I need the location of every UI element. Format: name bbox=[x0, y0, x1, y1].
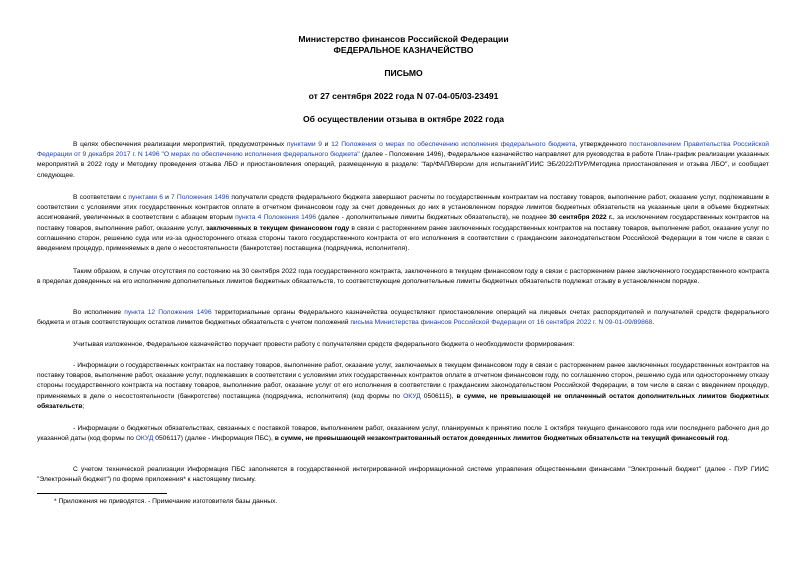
link-regulation-point-12b[interactable]: пункта 12 Положения 1496 bbox=[124, 309, 212, 316]
paragraph-6 bbox=[37, 361, 769, 412]
link-government-decree-1496[interactable]: постановлением Правительства Российской Федерации от 9 декабря 2017 г. N 1496 "О мерах по обеспечению исполнения федерального бюджета" bbox=[37, 141, 770, 159]
document-type: ПИСЬМО bbox=[384, 68, 423, 78]
link-minfin-letter[interactable]: письма Министерства финансов Российской Федерации от 16 сентября 2022 г. N 09-01-09/89868 bbox=[350, 319, 653, 327]
paragraph-8 bbox=[37, 465, 769, 485]
text: В целях обеспечения реализации мероприятий, предусмотренных bbox=[73, 141, 287, 148]
footnote: * Приложения не приводятся. - Примечание изготовителя базы данных. bbox=[54, 498, 278, 505]
ministry-name: Министерство финансов Российской Федерации bbox=[298, 34, 509, 44]
text: , утвержденного bbox=[575, 141, 630, 148]
link-regulation-point-4[interactable]: пункта 4 Положения 1496 bbox=[235, 214, 316, 222]
text: С учетом технической реализации Информация ПБС заполняется в государственной интегрированной информационной системе управления общественными финансами "Электронный бюджет" (далее - ПУР ГИИС "Электронный бюджет") по форме приложения* к настоящему письму. bbox=[37, 466, 769, 484]
link-regulation-point-7[interactable]: 7 Положения 1496 bbox=[171, 194, 230, 201]
text: . bbox=[727, 435, 730, 443]
text: В соответствии с bbox=[73, 194, 129, 201]
paragraph-7 bbox=[37, 424, 769, 444]
text: Во исполнение bbox=[73, 309, 125, 316]
link-okud-2[interactable]: ОКУД bbox=[135, 435, 154, 443]
paragraph-3 bbox=[37, 267, 769, 287]
document-reference: от 27 сентября 2022 года N 07-04-05/03-23491 bbox=[308, 91, 499, 101]
text: (далее - Положение 1496), Федеральное казначейство направляет для руководства в работе План-график реализации указанных мероприятий в 2022 году и Методику проведения отзыва ЛБО и приостановления операций, размещенную в разделе: "fap/ФАП/Версии для испытаний/ГИИС ЭБ/2022/ПУР/Методика приостановления и отзыва ЛБО", и сообщает следующее. bbox=[37, 151, 769, 179]
bold-uncontracted-limit: в сумме, не превышающей незаконтрактованный остаток доведенных лимитов бюджетных обязательств на текущий финансовый год bbox=[274, 435, 728, 443]
text: (далее - дополнительные лимиты бюджетных обязательств), не позднее bbox=[315, 214, 550, 222]
text: получатели средств федерального бюджета завершают расчеты по государственным контрактам на поставку товаров, выполнение работ, оказание услуг, подлежавшим в соответствии с условиями этих государственных контрактов оплате в отчетном финансовом году за счет доведенных до них в установленном порядке лимитов бюджетных обязательств на указанные цели в объеме бюджетных ассигнований, увеличенных в соответствии с абзацем вторым bbox=[37, 194, 770, 222]
link-okud-1[interactable]: ОКУД bbox=[403, 392, 421, 400]
text: и bbox=[163, 194, 172, 201]
footnote-divider bbox=[37, 493, 167, 494]
paragraph-4 bbox=[37, 308, 769, 328]
text: , за исключением государственных контрактов на поставку товаров, выполнение работ, оказание услуг, bbox=[37, 214, 769, 232]
document-title: Об осуществлении отзыва в октябре 2022 года bbox=[302, 114, 505, 124]
link-regulation-point-12[interactable]: 12 Положения о мерах по обеспечению исполнения федерального бюджета bbox=[331, 141, 576, 148]
text: Таким образом, в случае отсутствия по состоянию на 30 сентября 2022 года государственного контракта, заключенного в текущем финансовом году в связи с расторжением ранее заключенного государственного контракта в пределах доведенных на его исполнение дополнительных лимитов бюджетных обязательств, то соответствующие дополнительные лимиты бюджетных обязательств подлежат отзыву в установленном порядке. bbox=[37, 268, 769, 286]
text: - Информации о бюджетных обязательствах, связанных с поставкой товаров, выполнением работ, оказанием услуг, планируемых к принятию после 1 октября текущего финансового года или последнего рабочего дня до указанной даты (код формы по bbox=[37, 425, 769, 443]
text: ; bbox=[82, 402, 85, 410]
treasury-name: ФЕДЕРАЛЬНОЕ КАЗНАЧЕЙСТВО bbox=[333, 45, 474, 55]
paragraph-1 bbox=[37, 140, 769, 181]
bold-unpaid-limit: в сумме, не превышающей не оплаченный остаток дополнительных лимитов бюджетных обязательств bbox=[37, 392, 769, 410]
paragraph-2 bbox=[37, 193, 769, 254]
text: и bbox=[322, 141, 332, 148]
text: территориальные органы Федерального казначейства осуществляют приостановление операций на лицевых счетах распорядителей и получателей средств федерального бюджета и отзыв соответствующих остатков лимитов бюджетных обязательств с учетом положений bbox=[37, 309, 769, 327]
bold-current-year: заключенных в текущем финансовом году bbox=[206, 224, 350, 232]
text: Учитывая изложенное, Федеральное казначейство поручает провести работу с получателями средств федерального бюджета о необходимости формирования: bbox=[73, 341, 575, 348]
text: 0506115), bbox=[420, 392, 457, 400]
paragraph-5 bbox=[37, 340, 769, 350]
text: . bbox=[652, 319, 655, 327]
link-point-6[interactable]: пунктами 6 bbox=[128, 194, 163, 201]
text: в связи с расторжением ранее заключенных государственных контрактов на поставку товаров, выполнение работ, оказание услуг по соглашению сторон, решению суда или из-за одностороннего отказа стороны такого государственного контракта от его исполнения в соответствии с гражданским законодательством Российской Федерации в том числе в связи с введением процедур, применяемых в деле о несостоятельности (банкротстве) поставщика (подрядчика, исполнителя). bbox=[37, 224, 770, 253]
text: 0506117) (далее - Информация ПБС), bbox=[153, 435, 275, 443]
link-point-9[interactable]: пунктами 9 bbox=[286, 141, 322, 148]
text: - Информации о государственных контрактах на поставку товаров, выполнение работ, оказание услуг, заключаемых в текущем финансовом году в связи с расторжением ранее заключенных государственных контрактов на поставку товаров, выполнение работ, оказание услуг, подлежавших в соответствии с условиями этих государственных контрактов оплате в отчетном финансовом году, по соглашению сторон, решению суда или одностороннему отказу стороны государственного контракта на поставку товаров, выполнение работ, оказание услуг от его исполнения в соответствии с гражданским законодательством Российской Федерации, в том числе в связи с введением процедур, применяемых в деле о несостоятельности (банкротстве) поставщика (подрядчика, исполнителя) (код формы по bbox=[37, 362, 769, 400]
bold-deadline: 30 сентября 2022 г. bbox=[549, 214, 613, 222]
